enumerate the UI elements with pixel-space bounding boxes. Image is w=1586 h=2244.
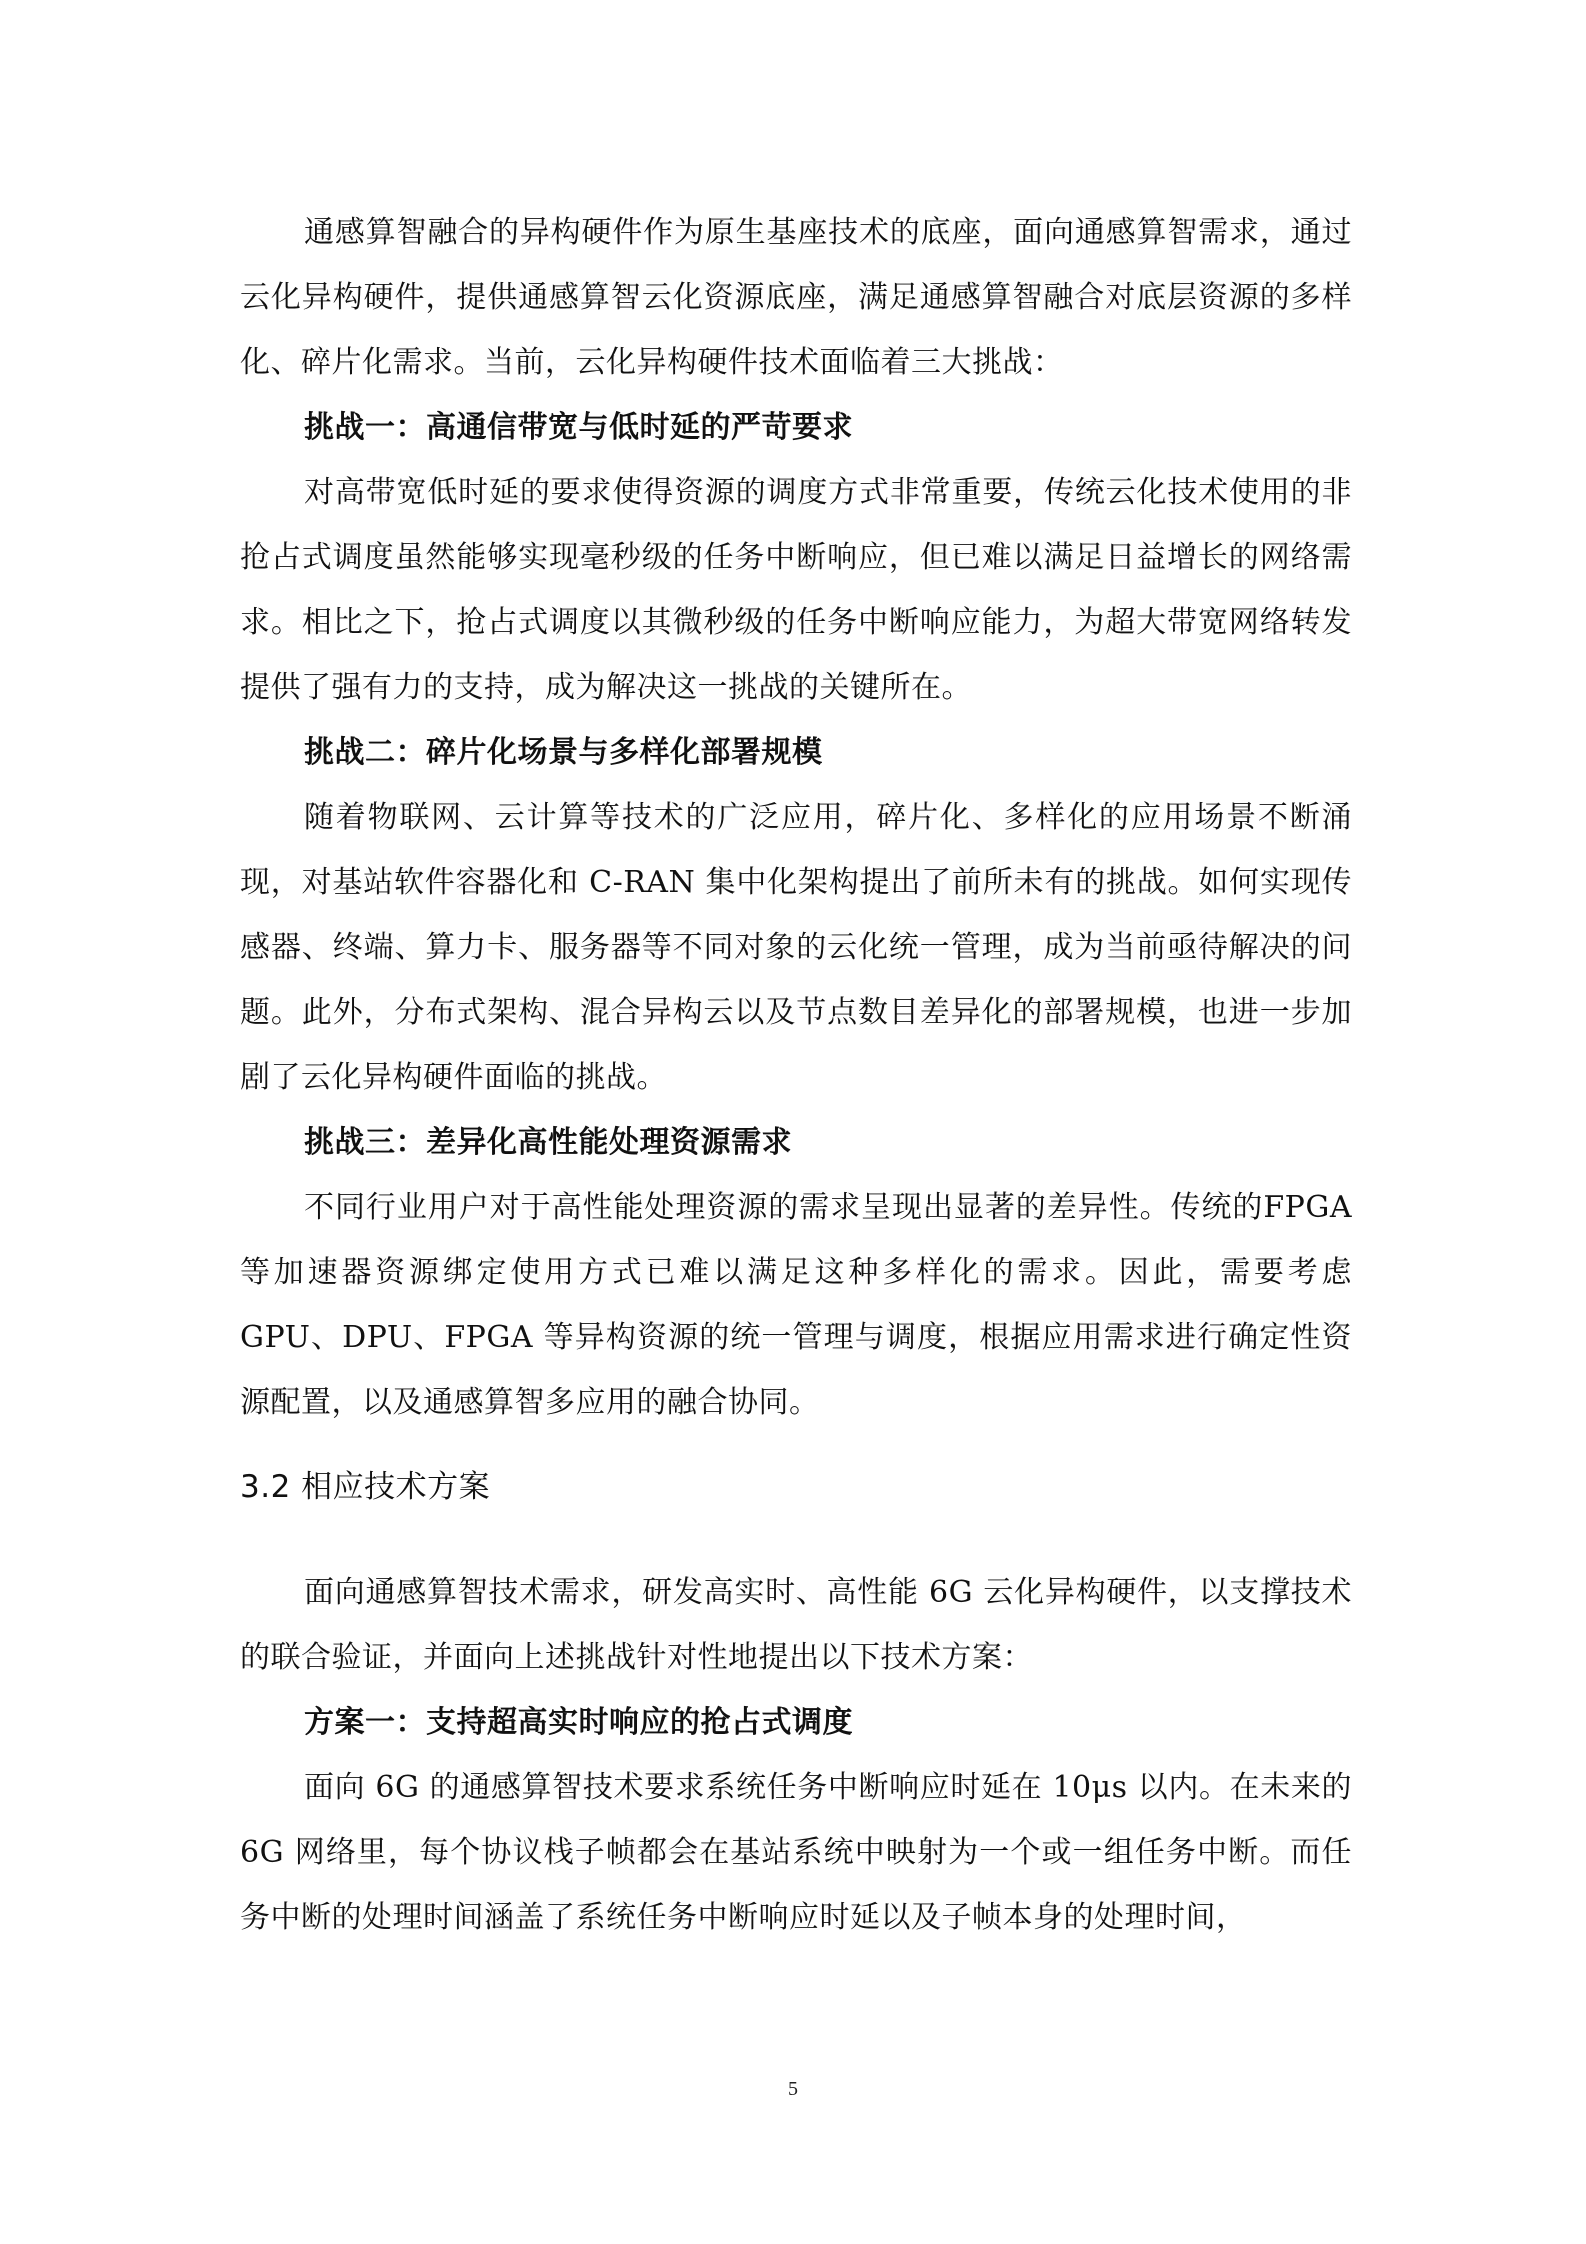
- challenge-1-paragraph: 对高带宽低时延的要求使得资源的调度方式非常重要，传统云化技术使用的非抢占式调度虽然能够实现毫秒级的任务中断响应，但已难以满足日益增长的网络需求。相比之下，抢占式调度以其微秒级的任务中断响应能力，为超大带宽网络转发提供了强有力的支持，成为解决这一挑战的关键所在。: [240, 475, 1352, 705]
- section-heading: 3.2 相应技术方案: [240, 1469, 491, 1505]
- page-content: [240, 200, 1352, 1950]
- challenge-3-paragraph: 不同行业用户对于高性能处理资源的需求呈现出显著的差异性。传统的FPGA 等加速器资源绑定使用方式已难以满足这种多样化的需求。因此，需要考虑 GPU、DPU、FPGA 等异构资源的统一管理与调度，根据应用需求进行确定性资源配置，以及通感算智多应用的融合协同。: [240, 1190, 1352, 1420]
- challenge-2-heading: 挑战二：碎片化场景与多样化部署规模: [304, 735, 823, 770]
- solution-1-paragraph: 面向 6G 的通感算智技术要求系统任务中断响应时延在 10μs 以内。在未来的 6G 网络里，每个协议栈子帧都会在基站系统中映射为一个或一组任务中断。而任务中断的处理时间涵盖了系统任务中断响应时延以及子帧本身的处理时间，: [240, 1770, 1352, 1935]
- intro-paragraph: 通感算智融合的异构硬件作为原生基座技术的底座，面向通感算智需求，通过云化异构硬件，提供通感算智云化资源底座，满足通感算智融合对底层资源的多样化、碎片化需求。当前，云化异构硬件技术面临着三大挑战：: [240, 215, 1352, 380]
- challenge-1-heading: 挑战一：高通信带宽与低时延的严苛要求: [304, 410, 853, 445]
- page-number: 5: [788, 2078, 798, 2100]
- solution-1-heading: 方案一：支持超高实时响应的抢占式调度: [304, 1705, 853, 1740]
- solution-intro-paragraph: 面向通感算智技术需求，研发高实时、高性能 6G 云化异构硬件，以支撑技术的联合验证，并面向上述挑战针对性地提出以下技术方案：: [240, 1575, 1352, 1675]
- challenge-3-heading: 挑战三：差异化高性能处理资源需求: [304, 1125, 792, 1160]
- challenge-2-paragraph: 随着物联网、云计算等技术的广泛应用，碎片化、多样化的应用场景不断涌现，对基站软件容器化和 C-RAN 集中化架构提出了前所未有的挑战。如何实现传感器、终端、算力卡、服务器等不同对象的云化统一管理，成为当前亟待解决的问题。此外，分布式架构、混合异构云以及节点数目差异化的部署规模，也进一步加剧了云化异构硬件面临的挑战。: [240, 800, 1352, 1095]
